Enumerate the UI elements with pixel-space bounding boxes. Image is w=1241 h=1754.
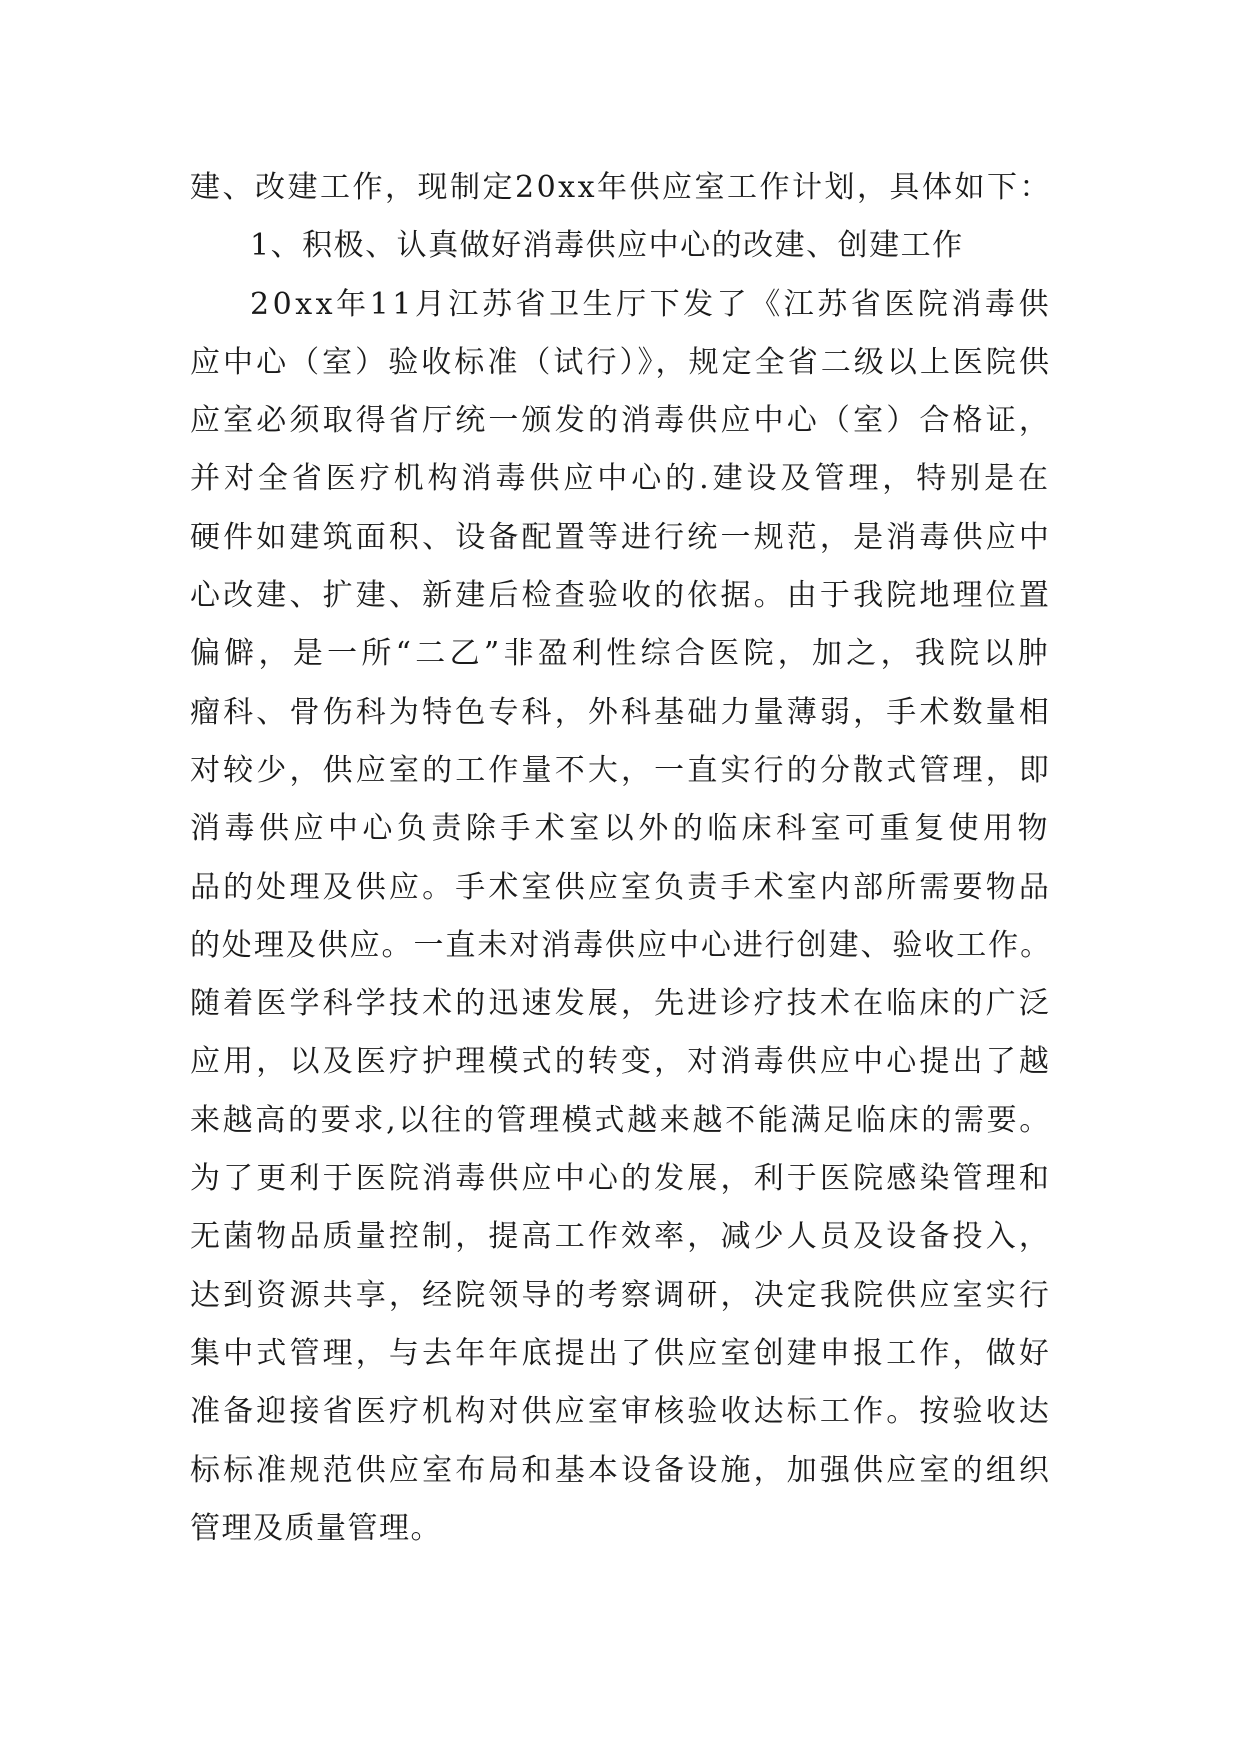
document-body <box>190 159 1060 1558</box>
text-line: 瘤科、骨伤科为特色专科，外科基础力量薄弱，手术数量相 <box>190 694 1052 730</box>
text-line: 的处理及供应。一直未对消毒供应中心进行创建、验收工作。 <box>190 927 1052 963</box>
text-line: 来越高的要求,以往的管理模式越来越不能满足临床的需要。 <box>190 1102 1052 1138</box>
text-line: 为了更利于医院消毒供应中心的发展，利于医院感染管理和 <box>190 1161 1052 1197</box>
text-line: 应用，以及医疗护理模式的转变，对消毒供应中心提出了越 <box>190 1044 1052 1080</box>
text-line: 标标准规范供应室布局和基本设备设施，加强供应室的组织 <box>190 1452 1052 1488</box>
text-line: 达到资源共享，经院领导的考察调研，决定我院供应室实行 <box>190 1277 1052 1313</box>
text-line: 硬件如建筑面积、设备配置等进行统一规范，是消毒供应中 <box>190 519 1052 555</box>
text-line: 随着医学科学技术的迅速发展，先进诊疗技术在临床的广泛 <box>190 986 1052 1022</box>
text-line: 应室必须取得省厅统一颁发的消毒供应中心（室）合格证， <box>190 403 1052 439</box>
text-line: 消毒供应中心负责除手术室以外的临床科室可重复使用物 <box>190 811 1052 847</box>
text-line: 无菌物品质量控制，提高工作效率，减少人员及设备投入， <box>190 1219 1052 1255</box>
text-line: 品的处理及供应。手术室供应室负责手术室内部所需要物品 <box>190 869 1052 905</box>
paragraph-first-line: 20xx年11月江苏省卫生厅下发了《江苏省医院消毒供 <box>250 286 1052 322</box>
text-line: 对较少，供应室的工作量不大，一直实行的分散式管理，即 <box>190 752 1052 788</box>
text-line: 偏僻，是一所“二乙”非盈利性综合医院，加之，我院以肿 <box>190 636 1052 672</box>
text-line: 心改建、扩建、新建后检查验收的依据。由于我院地理位置 <box>190 578 1052 614</box>
text-line: 并对全省医疗机构消毒供应中心的.建设及管理，特别是在 <box>190 461 1052 497</box>
text-line: 准备迎接省医疗机构对供应室审核验收达标工作。按验收达 <box>190 1394 1052 1430</box>
text-line: 建、改建工作，现制定20xx年供应室工作计划，具体如下： <box>190 170 1052 205</box>
text-line: 应中心（室）验收标准（试行）》，规定全省二级以上医院供 <box>190 344 1052 380</box>
section-heading: 1、积极、认真做好消毒供应中心的改建、创建工作 <box>250 228 964 264</box>
text-line: 管理及质量管理。 <box>190 1510 442 1546</box>
text-line: 集中式管理，与去年年底提出了供应室创建申报工作，做好 <box>190 1335 1052 1371</box>
